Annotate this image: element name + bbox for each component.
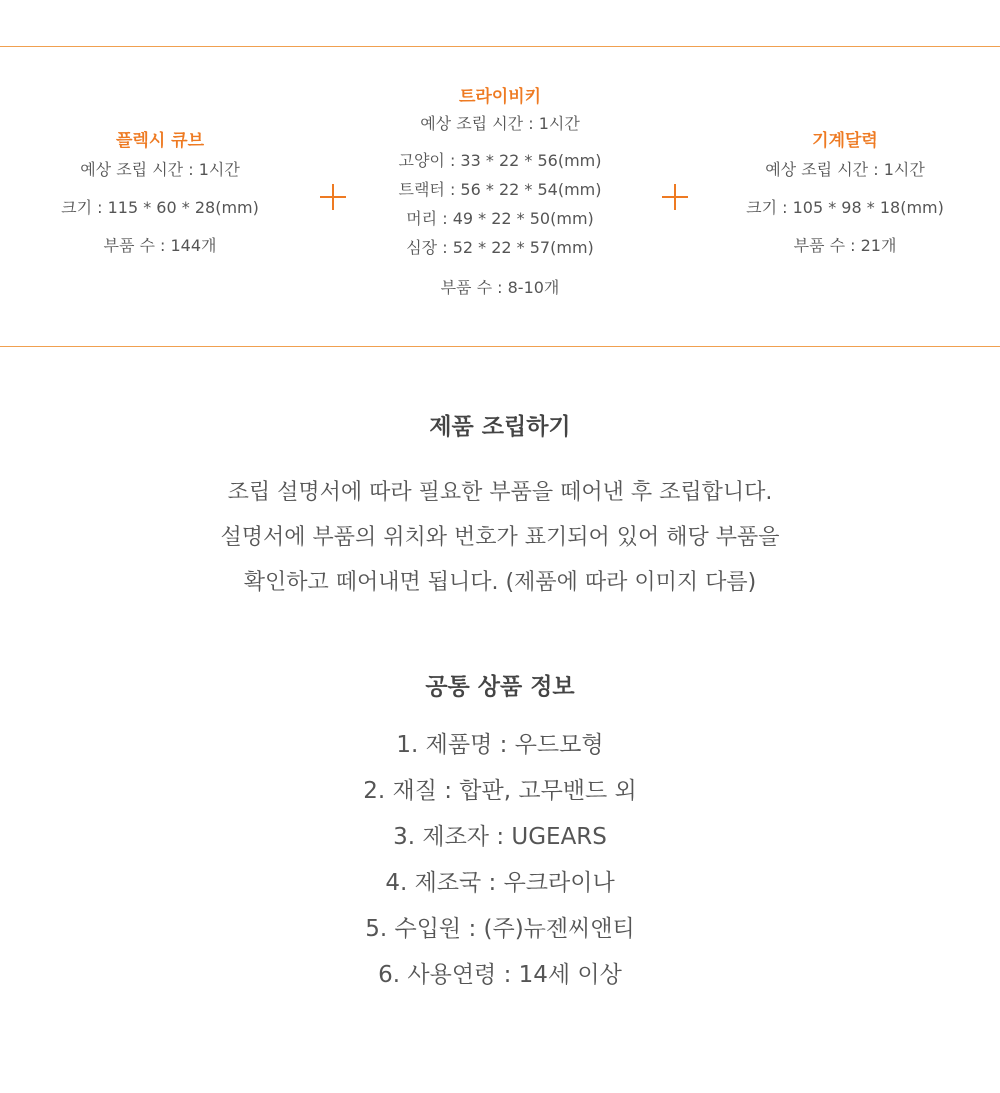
info-item: 5. 수입원 : (주)뉴젠씨앤티 xyxy=(365,916,635,942)
plus-icon xyxy=(662,184,688,210)
dimension-line: 머리 : 49 * 22 * 50(mm) xyxy=(406,209,594,228)
bottom-divider xyxy=(0,346,1000,347)
dimension-line: 심장 : 52 * 22 * 57(mm) xyxy=(406,238,594,257)
dimension-line: 고양이 : 33 * 22 * 56(mm) xyxy=(398,151,602,170)
info-item: 3. 제조자 : UGEARS xyxy=(393,824,607,850)
product-size: 크기 : 115 * 60 * 28(mm) xyxy=(61,198,259,217)
product-calendar xyxy=(720,126,970,270)
parts-count: 부품 수 : 21개 xyxy=(793,236,897,255)
parts-count: 부품 수 : 8-10개 xyxy=(440,278,560,297)
dimension-line: 트랙터 : 56 * 22 * 54(mm) xyxy=(398,180,602,199)
plus-icon xyxy=(320,184,346,210)
info-item: 2. 재질 : 합판, 고무밴드 외 xyxy=(363,778,637,804)
assembly-description xyxy=(0,470,1000,605)
product-size: 크기 : 105 * 98 * 18(mm) xyxy=(746,198,944,217)
description-line: 확인하고 떼어내면 됩니다. (제품에 따라 이미지 다름) xyxy=(243,570,757,595)
product-title: 트라이비키 xyxy=(458,87,542,107)
product-flexi-cube xyxy=(30,126,290,270)
info-item: 1. 제품명 : 우드모형 xyxy=(396,732,604,758)
product-title: 플렉시 큐브 xyxy=(115,131,205,151)
description-line: 설명서에 부품의 위치와 번호가 표기되어 있어 해당 부품을 xyxy=(220,525,780,550)
parts-count: 부품 수 : 144개 xyxy=(103,236,217,255)
info-item: 4. 제조국 : 우크라이나 xyxy=(385,870,615,896)
top-divider xyxy=(0,46,1000,47)
description-line: 조립 설명서에 따라 필요한 부품을 떼어낸 후 조립합니다. xyxy=(227,480,773,505)
assembly-heading: 제품 조립하기 xyxy=(429,414,571,440)
assembly-time: 예상 조립 시간 : 1시간 xyxy=(80,160,240,179)
product-tribiki xyxy=(360,84,640,302)
info-item: 6. 사용연령 : 14세 이상 xyxy=(378,962,622,988)
assembly-time: 예상 조립 시간 : 1시간 xyxy=(420,114,580,133)
info-list xyxy=(0,722,1000,998)
product-title: 기계달력 xyxy=(812,131,878,151)
assembly-time: 예상 조립 시간 : 1시간 xyxy=(765,160,925,179)
info-heading: 공통 상품 정보 xyxy=(425,674,575,700)
